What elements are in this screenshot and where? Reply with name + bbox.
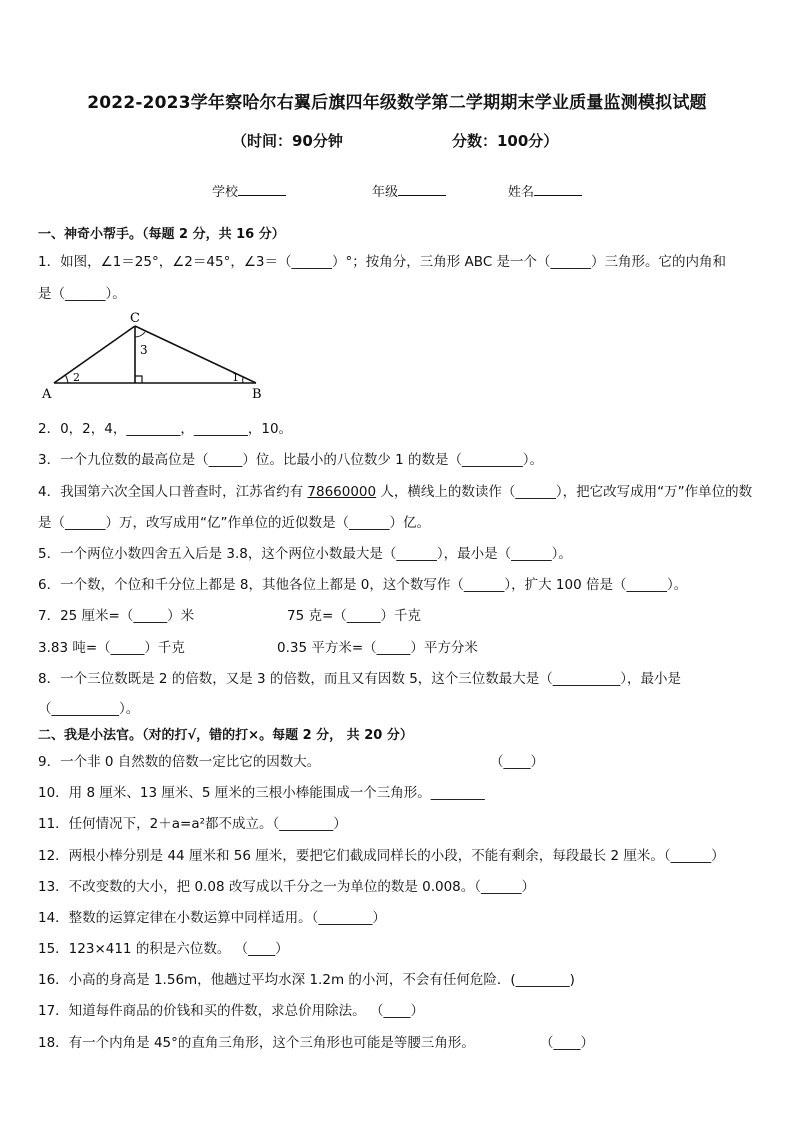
question-7d: 0.35 平方米=（_____）平方分米 (277, 640, 478, 656)
question-7c: 3.83 吨=（_____）千克 (38, 640, 185, 656)
school-blank (238, 183, 286, 196)
school-label: 学校 (212, 185, 239, 200)
vertex-a-label: A (42, 387, 52, 402)
question-8-line-1: 8．一个三位数既是 2 的倍数，又是 3 的倍数，而且又有因数 5，这个三位数最大是（__________），最小是 (38, 671, 682, 687)
exam-score: 分数：100分） (452, 132, 559, 150)
question-14: 14．整数的运算定律在小数运算中同样适用。（________） (38, 910, 386, 926)
vertex-c-label: C (130, 311, 140, 326)
angle-3-arc (135, 332, 145, 337)
question-18: 18．有一个内角是 45°的直角三角形，这个三角形也可能是等腰三角形。 (38, 1035, 475, 1051)
question-7b: 75 克=（_____）千克 (287, 608, 422, 624)
exam-time: （时间：90分钟 (232, 132, 343, 150)
question-9-answer: （____） (490, 754, 544, 770)
question-4-line-1 (38, 480, 752, 500)
exam-title: 2022-2023学年察哈尔右翼后旗四年级数学第二学期期末学业质量监测模拟试题 (87, 93, 707, 113)
question-13: 13．不改变数的大小，把 0.08 改写成以千分之一为单位的数是 0.008。（______） (38, 879, 536, 895)
question-11: 11．任何情况下，2＋a=a²都不成立。（________） (38, 816, 347, 832)
question-4-text-after: 人，横线上的数读作（______），把它改写成用“万”作单位的数 (376, 484, 753, 500)
grade-blank (398, 183, 446, 196)
side-ac (54, 326, 135, 383)
angle-3-label: 3 (140, 343, 148, 357)
question-2: 2．0，2，4，________，________，10。 (38, 421, 293, 437)
question-5: 5．一个两位小数四舍五入后是 3.8，这个两位小数最大是（______），最小是（______）。 (38, 546, 572, 562)
question-7a: 7．25 厘米=（_____）米 (38, 608, 195, 624)
section-2-heading: 二、我是小法官。（对的打√，错的打×。每题 2 分， 共 20 分） (38, 728, 413, 743)
grade-label: 年级 (372, 185, 399, 200)
question-6: 6．一个数，个位和千分位上都是 8，其他各位上都是 0，这个数写作（______），扩大 100 倍是（______）。 (38, 577, 688, 593)
right-angle-mark (135, 376, 142, 383)
vertex-b-label: B (252, 387, 262, 402)
question-4-number: 78660000 (307, 484, 377, 500)
name-field (508, 181, 582, 200)
question-4-text-before: 4．我国第六次全国人口普查时，江苏省约有 (38, 484, 308, 500)
question-18-answer: （____） (540, 1035, 594, 1051)
question-16: 16．小高的身高是 1.56m，他趟过平均水深 1.2m 的小河，不会有任何危险．(________) (38, 972, 575, 988)
triangle-figure (38, 308, 278, 404)
question-4-line-2: 是（______）万，改写成用“亿”作单位的近似数是（______）亿。 (38, 515, 430, 531)
angle-2-label: 2 (73, 371, 80, 384)
name-blank (534, 183, 582, 196)
question-15: 15．123×411 的积是六位数。 （____） (38, 941, 289, 957)
school-field (212, 181, 286, 200)
angle-1-label: 1 (232, 371, 239, 384)
question-17: 17．知道每件商品的价钱和买的件数，求总价用除法。 （____） (38, 1003, 424, 1019)
question-1-line-1: 1．如图，∠1＝25°，∠2＝45°，∠3＝（______）°；按角分，三角形 ABC 是一个（______）三角形。它的内角和 (38, 254, 727, 270)
question-8-line-2: （__________）。 (38, 701, 140, 717)
question-12: 12．两根小棒分别是 44 厘米和 56 厘米，要把它们截成同样长的小段，不能有剩余，每段最长 2 厘米。（______） (38, 848, 725, 864)
question-3: 3．一个九位数的最高位是（_____）位。比最小的八位数少 1 的数是（_________）。 (38, 452, 544, 468)
angle-2-arc (65, 375, 68, 383)
grade-field (372, 181, 446, 200)
question-9: 9．一个非 0 自然数的倍数一定比它的因数大。 (38, 754, 321, 770)
question-10: 10．用 8 厘米、13 厘米、5 厘米的三根小棒能围成一个三角形。________ (38, 785, 485, 801)
question-1-line-2: 是（______）。 (38, 286, 126, 302)
name-label: 姓名 (508, 185, 535, 200)
section-1-heading: 一、神奇小帮手。（每题 2 分，共 16 分） (38, 227, 285, 242)
